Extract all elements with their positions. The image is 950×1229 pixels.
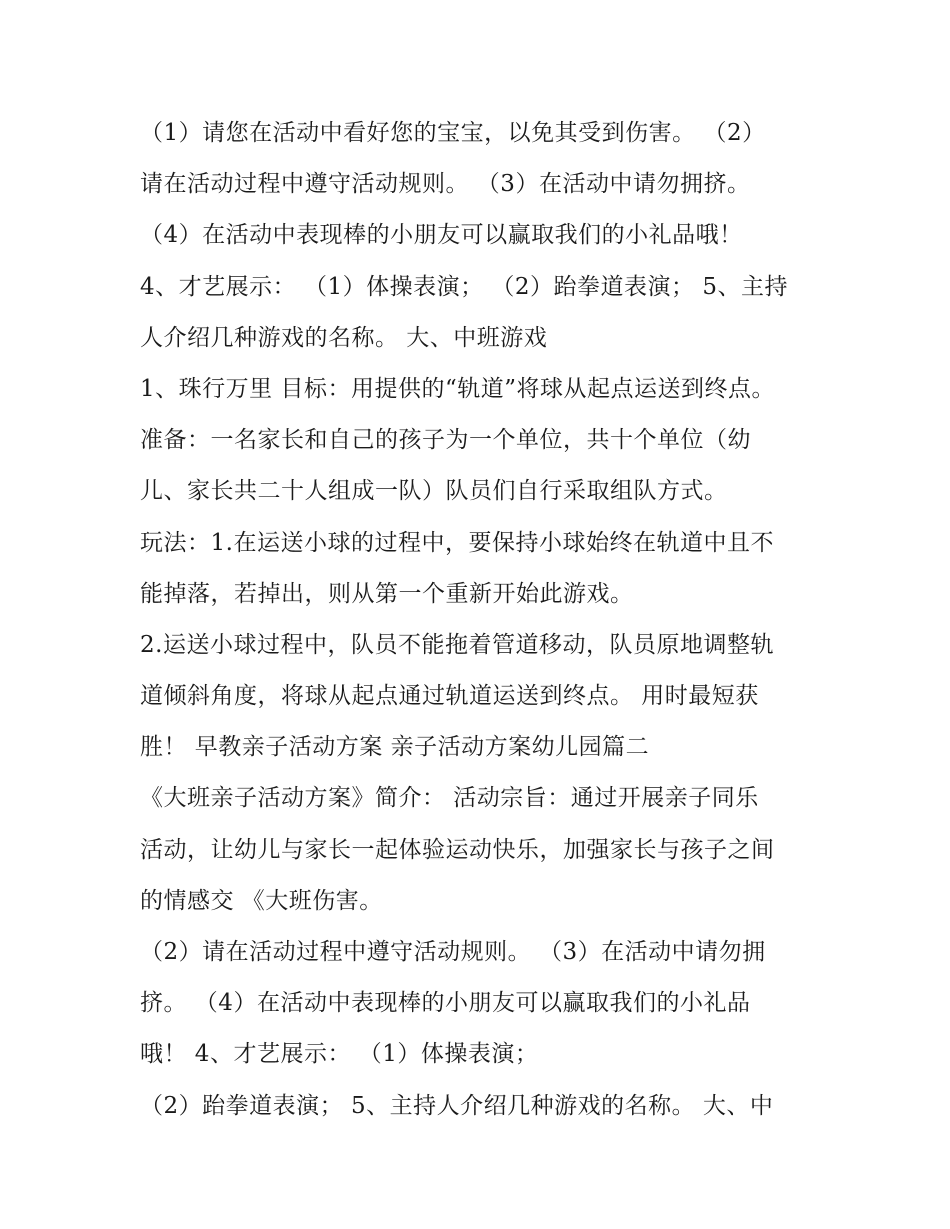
text-line-16: 的情感交 《大班伤害。 xyxy=(140,887,383,914)
text-line-10: 能掉落，若掉出，则从第一个重新开始此游戏。 xyxy=(140,580,634,607)
text-line-18: 挤。 （4）在活动中表现棒的小朋友可以赢取我们的小礼品 xyxy=(140,990,751,1017)
document-body xyxy=(140,108,830,1132)
text-line-2: 请在活动过程中遵守活动规则。 （3）在活动中请勿拥挤。 xyxy=(140,171,751,198)
text-line-6: 1、珠行万里 目标：用提供的“轨道”将球从起点运送到终点。 xyxy=(140,375,775,402)
text-line-3: （4）在活动中表现棒的小朋友可以赢取我们的小礼品哦！ xyxy=(140,222,743,249)
text-line-13: 胜！ 早教亲子活动方案 亲子活动方案幼儿园篇二 xyxy=(140,734,650,761)
text-line-20: （2）跆拳道表演； 5、主持人介绍几种游戏的名称。 大、中 xyxy=(140,1092,774,1119)
text-line-5: 人介绍几种游戏的名称。 大、中班游戏 xyxy=(140,324,548,351)
text-line-1: （1）请您在活动中看好您的宝宝，以免其受到伤害。 （2） xyxy=(140,120,766,146)
text-line-12: 道倾斜角度，将球从起点通过轨道运送到终点。 用时最短获 xyxy=(140,683,759,710)
text-line-17: （2）请在活动过程中遵守活动规则。 （3）在活动中请勿拥 xyxy=(140,939,766,965)
text-line-4: 4、才艺展示： （1）体操表演； （2）跆拳道表演； 5、主持 xyxy=(140,273,788,300)
text-line-7: 准备：一名家长和自己的孩子为一个单位，共十个单位（幼 xyxy=(140,427,751,454)
text-line-19: 哦！ 4、才艺展示： （1）体操表演； xyxy=(140,1041,539,1068)
text-line-15: 活动，让幼儿与家长一起体验运动快乐，加强家长与孩子之间 xyxy=(140,836,775,863)
text-line-14: 《大班亲子活动方案》简介： 活动宗旨：通过开展亲子同乐 xyxy=(140,785,759,812)
text-line-9: 玩法：1.在运送小球的过程中，要保持小球始终在轨道中且不 xyxy=(140,529,774,556)
text-line-11: 2.运送小球过程中，队员不能拖着管道移动，队员原地调整轨 xyxy=(140,631,774,658)
text-line-8: 儿、家长共二十人组成一队）队员们自行采取组队方式。 xyxy=(140,478,728,505)
